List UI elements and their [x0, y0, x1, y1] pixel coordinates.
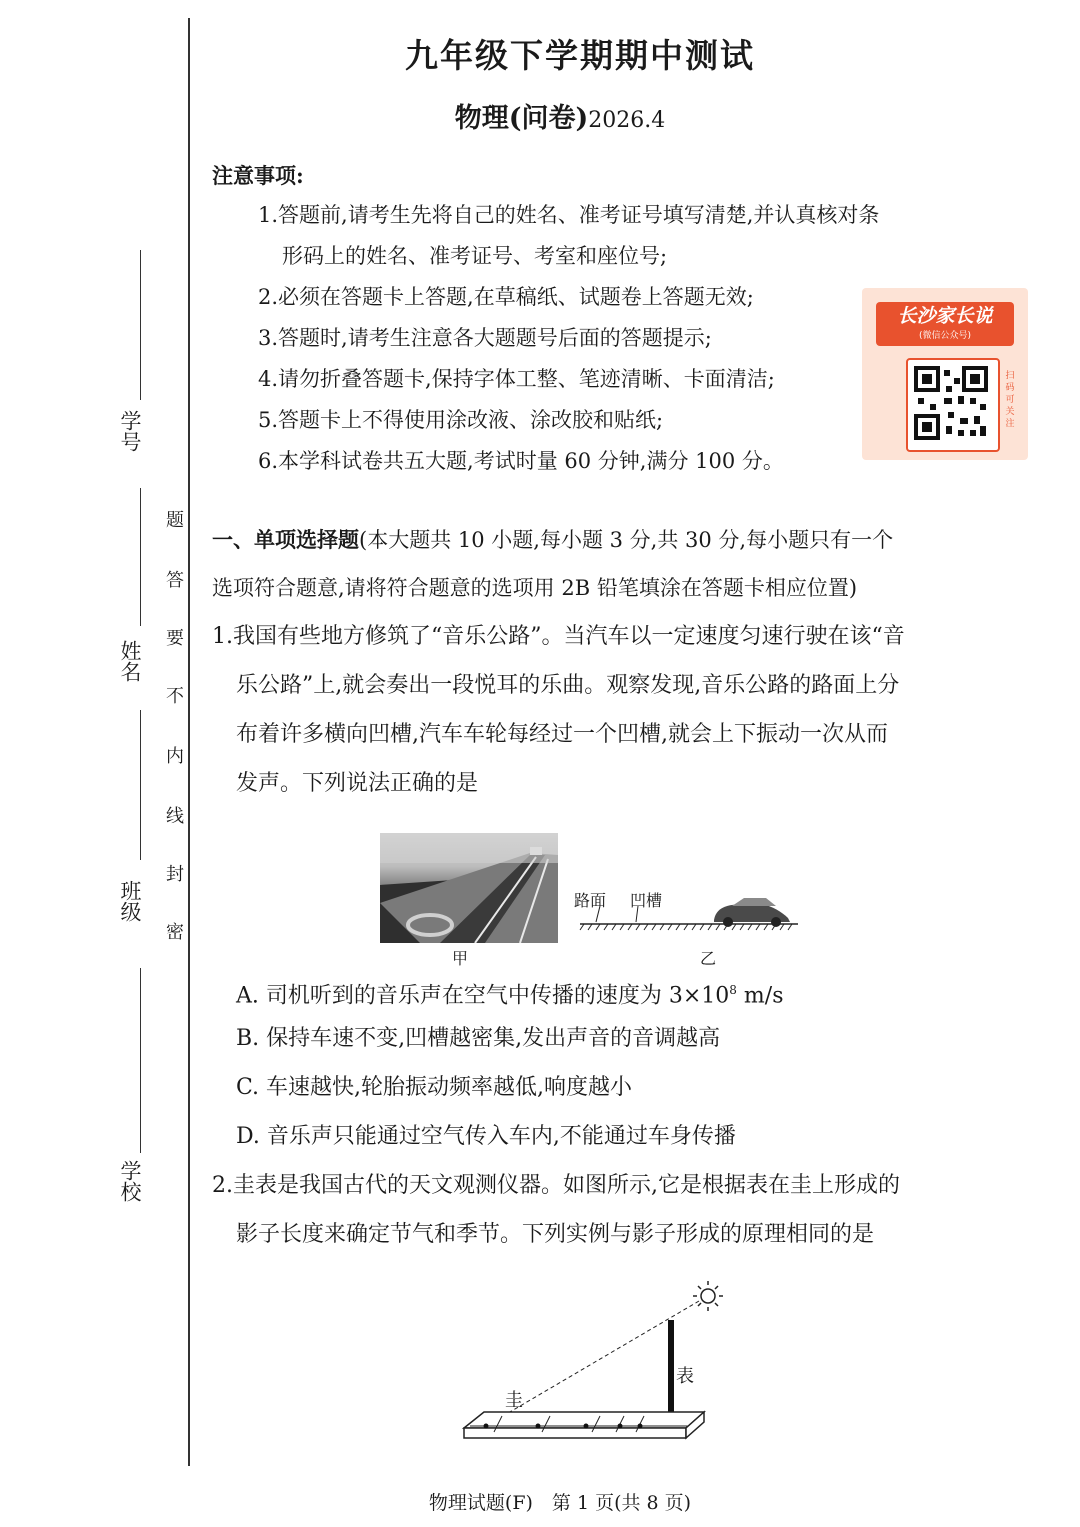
- q1-option-a: A. 司机听到的音乐声在空气中传播的速度为 $3\times 10^8$ m/s: [236, 983, 784, 1009]
- road-label: 路面: [574, 891, 607, 910]
- q1-option-d: D. 音乐声只能通过空气传入车内,不能通过车身传播: [236, 1124, 736, 1149]
- notice-line: 2.必须在答题卡上答题,在草稿纸、试题卷上答题无效;: [258, 285, 754, 309]
- section-desc: (本大题共 10 小题,每小题 3 分,共 30 分,每小题只有一个: [359, 528, 894, 552]
- student-id-label: 学号: [118, 410, 142, 452]
- page-subtitle: [200, 96, 920, 135]
- page-title: 九年级下学期期中测试: [405, 36, 755, 75]
- q1-stem-line: 乐公路”上,就会奏出一段悦耳的乐曲。观察发现,音乐公路的路面上分: [236, 673, 900, 698]
- notice-line: 形码上的姓名、准考证号、考室和座位号;: [282, 244, 668, 268]
- q1-stem-line: 布着许多横向凹槽,汽车车轮每经过一个凹槽,就会上下振动一次从而: [236, 722, 888, 747]
- class-line: [140, 710, 141, 860]
- qr-promo-card[interactable]: [862, 288, 1028, 460]
- notice-line: 1.答题前,请考生先将自己的姓名、准考证号填写清楚,并认真核对条: [258, 203, 880, 227]
- notice-line: 6.本学科试卷共五大题,考试时量 60 分钟,满分 100 分。: [258, 449, 784, 473]
- name-line: [140, 488, 141, 626]
- q2-stem-line: 影子长度来确定节气和季节。下列实例与影子形成的原理相同的是: [236, 1222, 875, 1247]
- figure-label-a: 甲: [452, 949, 469, 968]
- q1-stem-line: 1.我国有些地方修筑了“音乐公路”。当汽车以一定速度匀速行驶在该“音: [212, 624, 905, 649]
- section-title: 一、单项选择题: [212, 527, 359, 552]
- figure-label-b: 乙: [700, 949, 717, 968]
- name-label: 姓名: [118, 640, 142, 682]
- student-id-line: [140, 250, 141, 400]
- class-label: 班级: [118, 880, 142, 922]
- exam-date: 2026.4: [588, 108, 666, 133]
- section-desc-line: 选项符合题意,请将符合题意的选项用 2B 铅笔填涂在答题卡相应位置): [212, 576, 858, 600]
- page-footer: 物理试题(F) 第 1 页(共 8 页): [428, 1492, 692, 1514]
- notice-heading: 注意事项:: [212, 163, 304, 188]
- q2-stem-line: 2.圭表是我国古代的天文观测仪器。如图所示,它是根据表在圭上形成的: [212, 1173, 900, 1198]
- binding-line: [188, 18, 190, 1466]
- school-label: 学校: [118, 1160, 142, 1202]
- qr-title: 长沙家长说: [897, 305, 993, 327]
- notice-line: 3.答题时,请考生注意各大题题号后面的答题提示;: [258, 326, 712, 350]
- q1-stem-line: 发声。下列说法正确的是: [236, 771, 479, 796]
- gnomon-diagram: [456, 1276, 746, 1456]
- notice-line: 5.答题卡上不得使用涂改液、涂改胶和贴纸;: [258, 408, 664, 432]
- school-line: [140, 968, 141, 1153]
- section-heading: [212, 526, 893, 554]
- qr-code-icon[interactable]: [906, 358, 1000, 452]
- label-biao: 表: [676, 1366, 694, 1387]
- q1-option-b: B. 保持车速不变,凹槽越密集,发出声音的音调越高: [236, 1026, 721, 1051]
- groove-diagram: [576, 884, 804, 934]
- q1-option-c: C. 车速越快,轮胎振动频率越低,响度越小: [236, 1075, 633, 1100]
- qr-banner: [876, 302, 1014, 346]
- subject-label: 物理(问卷): [454, 103, 589, 134]
- groove-label: 凹槽: [630, 891, 663, 910]
- qr-side-text: 扫码可关注: [1005, 371, 1015, 429]
- notice-line: 4.请勿折叠答题卡,保持字体工整、笔迹清晰、卡面清洁;: [258, 367, 775, 391]
- qr-subtitle: (微信公众号): [918, 331, 972, 341]
- label-gui: 圭: [505, 1390, 523, 1411]
- music-road-photo: [380, 833, 558, 943]
